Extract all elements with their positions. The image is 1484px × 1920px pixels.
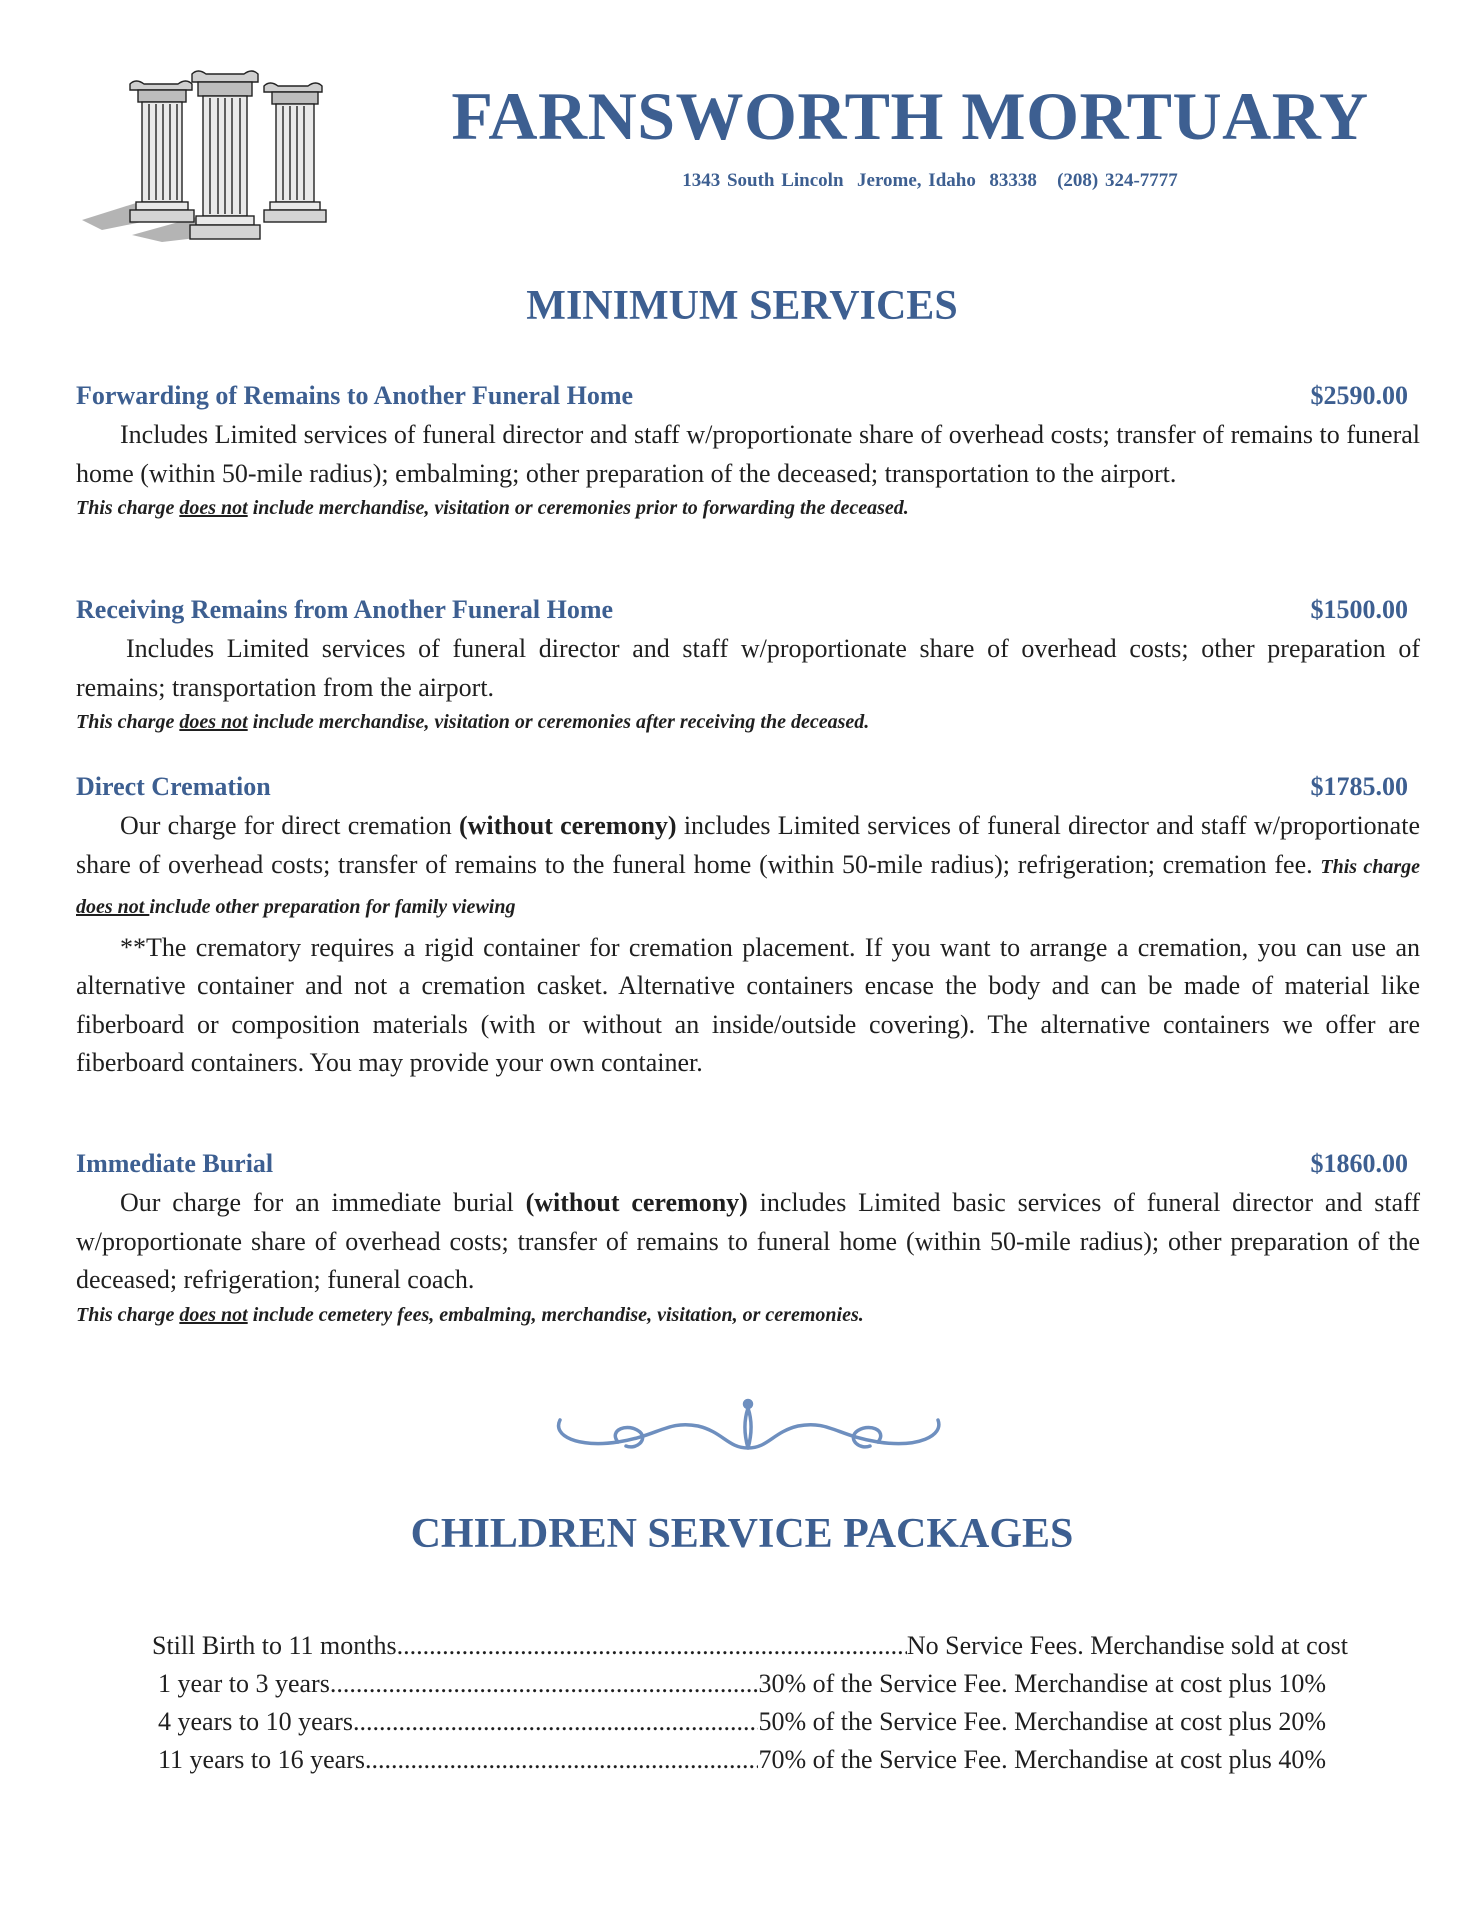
service-description: Includes Limited services of funeral director and staff w/proportionate share of overhead costs; other preparation of remains; transportation from the airport. [76, 634, 1420, 702]
company-name: FARNSWORTH MORTUARY [451, 78, 1369, 154]
service-exclusion-note: This charge does not include cemetery fees, embalming, merchandise, visitation, or ceremonies. [76, 1303, 864, 1326]
age-range: 4 years to 10 years [158, 1707, 353, 1736]
service-immediate-burial [76, 1146, 1420, 1330]
service-name: Forwarding of Remains to Another Funeral Home [76, 381, 634, 410]
service-description: Our charge for an immediate burial (without ceremony) includes Limited basic services of funeral director and staff w/proportionate share of overhead costs; transfer of remains to funeral home (within 50-mile radius); other preparation of the deceased; refrigeration; funeral coach. [76, 1188, 1420, 1294]
children-packages-table [152, 1627, 1348, 1779]
flourish-divider-icon [548, 1390, 950, 1460]
service-name: Immediate Burial [76, 1149, 274, 1178]
service-direct-cremation [76, 769, 1420, 1083]
table-row [152, 1703, 1348, 1741]
package-terms: 70% of the Service Fee. Merchandise at cost plus 40% [758, 1745, 1326, 1774]
leader-dots [353, 1703, 759, 1741]
service-price: $1785.00 [1310, 772, 1408, 801]
package-terms: No Service Fees. Merchandise sold at cost [906, 1631, 1348, 1660]
service-name: Direct Cremation [76, 772, 271, 801]
package-terms: 30% of the Service Fee. Merchandise at cost plus 10% [758, 1669, 1326, 1698]
age-range: Still Birth to 11 months [152, 1631, 397, 1660]
package-terms: 50% of the Service Fee. Merchandise at cost plus 20% [758, 1707, 1326, 1736]
service-price: $1500.00 [1310, 595, 1408, 624]
service-description: Our charge for direct cremation (without ceremony) includes Limited services of funeral director and staff w/proportionate share of overhead costs; transfer of remains to the funeral home (within 50-mile radius); refrigeration; cremation fee. This charge does not include other preparation for family viewing [76, 811, 1420, 918]
age-range: 1 year to 3 years [158, 1669, 330, 1698]
container-requirement-text: **The crematory requires a rigid container for cremation placement. If you want to arrange a cremation, you can use an alternative container and not a cremation casket. Alternative containers encase the body and can be made of material like fiberboard or composition materials (with or without an inside/outside covering). The alternative containers we offer are fiberboard containers. You may provide your own container. [76, 932, 1420, 1077]
leader-dots [397, 1627, 907, 1665]
service-exclusion-note: This charge does not include merchandise, visitation or ceremonies after receiving the deceased. [76, 711, 870, 733]
service-receiving [76, 592, 1420, 737]
service-price: $2590.00 [1310, 381, 1408, 410]
company-address: 1343 South Lincoln Jerome, Idaho 83338 (208) 324-7777 [682, 170, 1178, 191]
service-forwarding [76, 378, 1420, 523]
table-row [152, 1627, 1348, 1665]
service-exclusion-note: This charge does not include other preparation for family viewing [76, 855, 1420, 918]
children-packages-title: CHILDREN SERVICE PACKAGES [410, 1511, 1074, 1557]
columns-logo-icon [82, 70, 362, 250]
leader-dots [330, 1665, 759, 1703]
minimum-services-title: MINIMUM SERVICES [526, 283, 958, 329]
service-price: $1860.00 [1310, 1149, 1408, 1178]
leader-dots [365, 1741, 759, 1779]
service-exclusion-note: This charge does not include merchandise, visitation or ceremonies prior to forwarding the deceased. [76, 497, 909, 519]
table-row [152, 1741, 1348, 1779]
service-name: Receiving Remains from Another Funeral Home [76, 595, 614, 624]
age-range: 11 years to 16 years [158, 1745, 365, 1774]
table-row [152, 1665, 1348, 1703]
service-description: Includes Limited services of funeral director and staff w/proportionate share of overhead costs; transfer of remains to funeral home (within 50-mile radius); embalming; other preparation of the deceased; transportation to the airport. [76, 420, 1420, 488]
